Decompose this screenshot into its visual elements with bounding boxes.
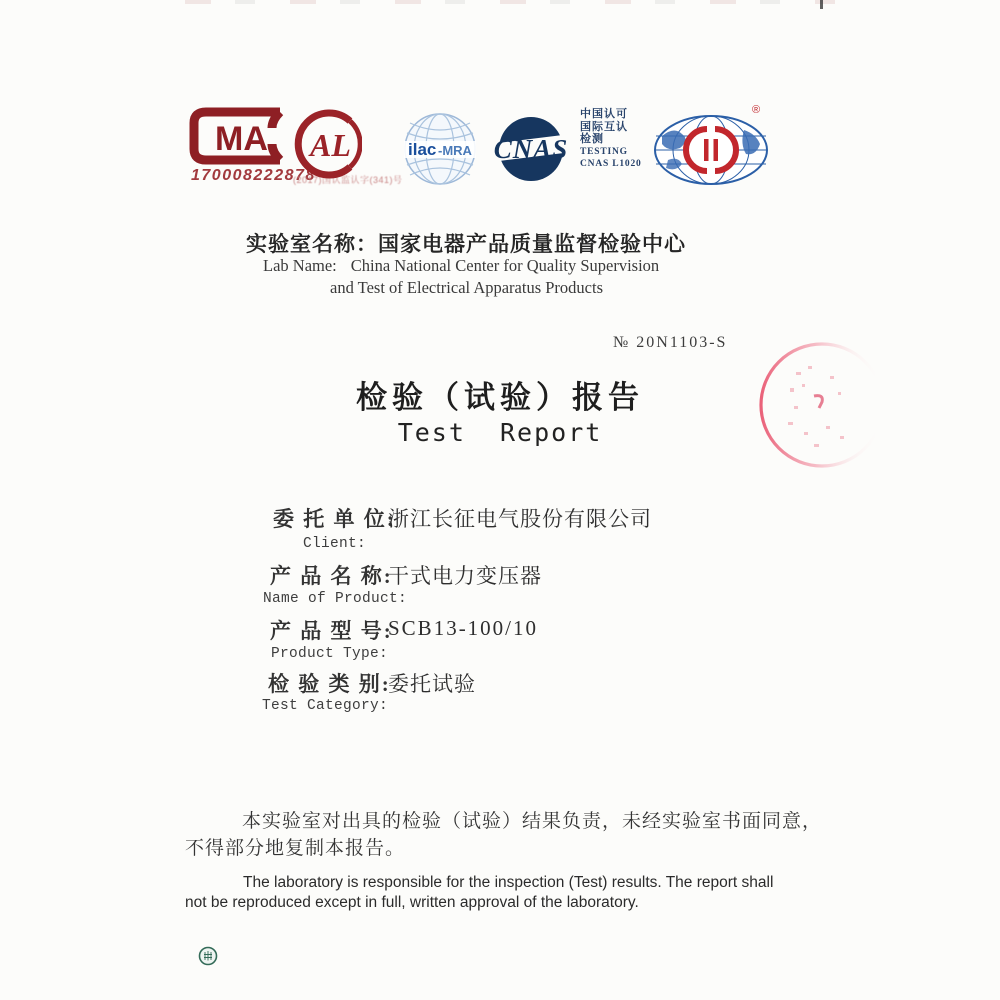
lab-name-cn: 实验室名称：国家电器产品质量监督检验中心	[246, 232, 686, 256]
svg-text:CNAS: CNAS	[493, 134, 569, 164]
svg-text:-MRA: -MRA	[438, 143, 472, 158]
disclaimer-en-line1: The laboratory is responsible for the inspection (Test) results. The report shall	[243, 874, 774, 891]
report-title-cn: 检验（试验）报告	[356, 380, 644, 415]
accreditation-line: 国际互认	[580, 120, 628, 133]
report-title-en: Test Report	[397, 418, 603, 447]
field-label-product-name-cn: 产 品 名 称:	[270, 564, 393, 588]
field-value-client: 浙江长征电气股份有限公司	[388, 507, 652, 531]
disclaimer-cn-line2: 不得部分地复制本报告。	[185, 838, 406, 859]
scan-artifact-mark	[820, 0, 823, 9]
lab-name-en	[263, 256, 659, 276]
cma-certificate-number: 170008222878	[191, 167, 316, 184]
ilac-text: ilac	[408, 140, 437, 159]
field-label-client-cn: 委 托 单 位:	[273, 507, 396, 531]
small-green-seal	[196, 944, 220, 968]
field-value-test-category: 委托试验	[388, 672, 476, 696]
disclaimer-en-line2: not be reproduced except in full, written approval of the laboratory.	[185, 894, 639, 911]
lab-name-en-line1: China National Center for Quality Supervision	[350, 256, 660, 275]
lab-name-en-line2: and Test of Electrical Apparatus Products	[330, 278, 604, 297]
cnas-logo	[486, 113, 576, 185]
accreditation-line: TESTING	[580, 146, 628, 157]
accreditation-line: 中国认可	[580, 108, 628, 120]
field-label-test-category-cn: 检 验 类 别:	[268, 672, 391, 696]
field-label-client-en: Client:	[303, 536, 367, 552]
accreditation-line: CNAS L1020	[580, 159, 642, 169]
registered-trademark-symbol: ®	[752, 104, 761, 116]
scan-artifact-strip	[185, 0, 835, 4]
ilac-mra-logo	[402, 111, 478, 187]
cma-logo	[188, 106, 288, 166]
disclaimer-cn-line1: 本实验室对出具的检验（试验）结果负责，未经实验室书面同意，	[242, 811, 823, 832]
svg-text:MA: MA	[215, 120, 268, 158]
field-value-product-name: 干式电力变压器	[388, 564, 542, 588]
svg-text:AL: AL	[310, 127, 351, 163]
red-seal-stamp	[752, 336, 902, 481]
cnas-accreditation-text	[580, 108, 642, 171]
cal-logo	[292, 109, 362, 179]
lab-name-en-label: Lab Name:	[263, 256, 337, 275]
field-value-product-type: SCB13-100/10	[388, 616, 539, 640]
field-label-test-category-en: Test Category:	[262, 698, 389, 714]
globe-certification-logo	[652, 112, 774, 190]
field-label-product-type-cn: 产 品 型 号:	[270, 619, 393, 643]
field-label-product-name-en: Name of Product:	[263, 591, 408, 607]
report-number: № 20N1103-S	[613, 334, 728, 351]
cma-cert-note: (2017)国认监认字(341)号	[293, 175, 403, 185]
field-label-product-type-en: Product Type:	[271, 646, 389, 662]
accreditation-line: 检测	[580, 133, 604, 145]
